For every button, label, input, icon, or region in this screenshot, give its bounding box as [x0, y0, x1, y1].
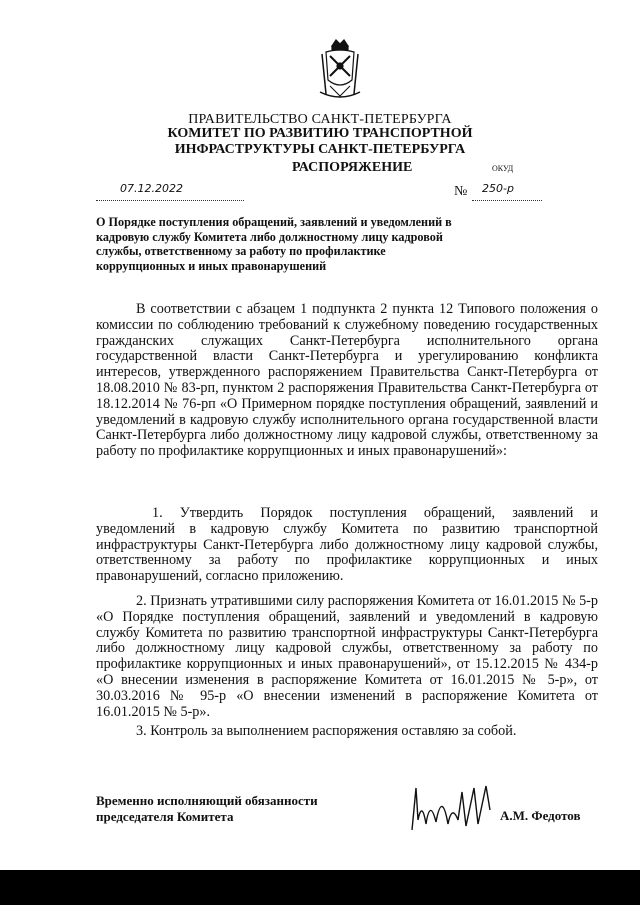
- signatory-title-line1: Временно исполняющий обязанности: [96, 793, 318, 808]
- coat-of-arms-icon: [316, 36, 364, 104]
- committee-name-line1: КОМИТЕТ ПО РАЗВИТИЮ ТРАНСПОРТНОЙ: [167, 126, 473, 141]
- handwritten-signature: [408, 780, 508, 840]
- document-date: 07.12.2022: [120, 182, 183, 195]
- number-label: №: [454, 184, 468, 199]
- document-subject: О Порядке поступления обращений, заявлений и уведомлений в кадровую службу Комитета либо должностному лицу кадровой службы, ответственному за работу по профилактике коррупционных и иных правонарушений: [96, 215, 452, 273]
- scan-edge-bar: [0, 870, 640, 905]
- document-type: РАСПОРЯЖЕНИЕ: [292, 160, 413, 175]
- committee-name: [0, 126, 640, 158]
- document-number: 250-р: [482, 182, 514, 195]
- item-1-paragraph: 1. Утвердить Порядок поступления обращений, заявлений и уведомлений в кадровую службу Комитета по развитию транспортной инфраструктуры Санкт-Петербурга либо должностному лицу кадровой службы, ответственному за работу по профилактике коррупционных и иных правонарушений, согласно приложению.: [96, 505, 598, 585]
- item-3-paragraph: 3. Контроль за выполнением распоряжения оставляю за собой.: [136, 723, 517, 739]
- signatory-name: А.М. Федотов: [500, 808, 581, 823]
- committee-name-line2: ИНФРАСТРУКТУРЫ САНКТ-ПЕТЕРБУРГА: [174, 142, 466, 157]
- government-name: ПРАВИТЕЛЬСТВО САНКТ-ПЕТЕРБУРГА: [188, 112, 452, 127]
- preamble-paragraph: В соответствии с абзацем 1 подпункта 2 пункта 12 Типового положения о комиссии по соблюдению требований к служебному поведению государственных гражданских служащих Санкт-Петербурга исполнительного органа государственной власти Санкт-Петербурга и урегулированию конфликта интересов, утвержденного распоряжением Правительства Санкт-Петербурга от 18.08.2010 № 83-рп, пунктом 2 распоряжения Правительства Санкт-Петербурга от 18.12.2014 № 76-рп «О Примерном порядке поступления обращений, заявлений и уведомлений в кадровую службу исполнительного органа государственной власти Санкт-Петербурга либо должностному лицу кадровой службы, ответственному за работу по профилактике коррупционных и иных правонарушений»:: [96, 301, 598, 460]
- signatory-title: [96, 793, 318, 825]
- signatory-title-line2: председателя Комитета: [96, 809, 234, 824]
- okud-label: ОКУД: [492, 164, 514, 173]
- item-2-paragraph: 2. Признать утратившими силу распоряжения Комитета от 16.01.2015 № 5-р «О Порядке поступления обращений, заявлений и уведомлений в кадровую службу Комитета по развитию транспортной инфраструктуры Санкт-Петербурга либо должностному лицу кадровой службы, ответственному за работу по профилактике коррупционных и иных правонарушений», от 15.12.2015 № 434-р «О внесении изменения в распоряжение Комитета от 16.01.2015 № 5-р», от 30.03.2016 № 95-р «О внесении изменений в распоряжение Комитета от 16.01.2015 № 5-р».: [96, 593, 598, 720]
